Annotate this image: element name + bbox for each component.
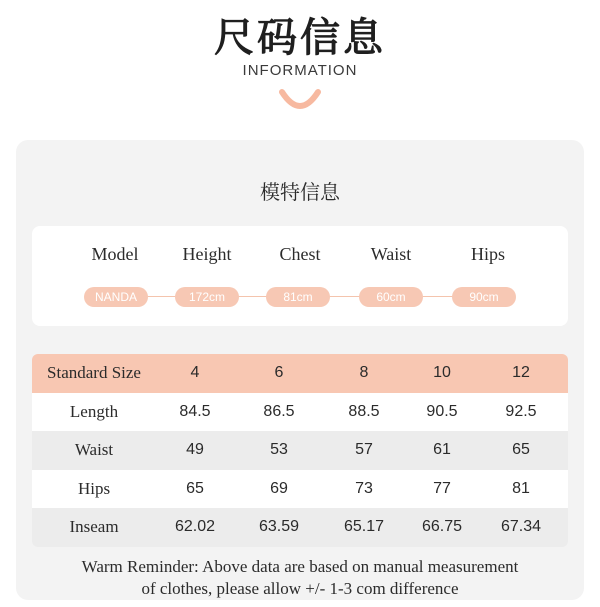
table-cell: 53 [270, 441, 288, 458]
hips-value-pill: 90cm [452, 287, 516, 307]
row-label: Hips [77, 478, 111, 498]
smile-decoration-icon [276, 88, 324, 112]
table-cell: 81 [512, 479, 530, 497]
page-title: 尺码信息 [214, 15, 386, 61]
chest-value-pill: 81cm [266, 287, 330, 307]
model-info-title: 模特信息 [260, 180, 340, 204]
waist-value-pill: 60cm [359, 287, 423, 307]
size-table-header-label: Standard Size [47, 363, 141, 382]
table-row [32, 393, 568, 432]
table-cell: 61 [433, 441, 451, 458]
table-row [32, 508, 568, 547]
table-cell: 57 [355, 441, 373, 458]
note-line-2: of clothes, please allow +/- 1-3 com difference [141, 579, 459, 598]
size-table [32, 354, 568, 547]
table-cell: 69 [270, 479, 288, 497]
table-cell: 88.5 [348, 402, 380, 420]
table-cell: 86.5 [263, 402, 295, 420]
page-subtitle: INFORMATION [242, 62, 358, 79]
table-cell: 66.75 [421, 518, 463, 535]
table-cell: 49 [186, 441, 204, 458]
table-row [32, 431, 568, 470]
note-line-1: Warm Reminder: Above data are based on manual measurement [81, 557, 519, 576]
row-label: Inseam [69, 517, 119, 536]
waist-field-label: Waist [370, 244, 412, 264]
height-value-pill: 172cm [175, 287, 239, 307]
table-cell: 92.5 [505, 402, 537, 420]
size-table-header-row [32, 354, 568, 393]
size-header-cell: 4 [190, 364, 200, 381]
model-info-box [32, 226, 568, 326]
warm-reminder-note [16, 556, 584, 600]
chest-field-label: Chest [279, 244, 321, 264]
table-cell: 62.02 [174, 518, 216, 535]
row-label: Waist [74, 440, 114, 459]
size-header-cell: 12 [512, 364, 530, 381]
size-header-cell: 8 [359, 364, 369, 381]
table-cell: 65 [186, 479, 204, 497]
row-label: Length [69, 401, 119, 421]
table-row [32, 470, 568, 509]
height-field-label: Height [182, 244, 232, 264]
model-field-label: Model [91, 244, 139, 264]
table-cell: 77 [433, 479, 451, 497]
table-cell: 65 [512, 441, 530, 458]
table-cell: 63.59 [258, 518, 300, 535]
size-header-cell: 10 [433, 364, 451, 381]
table-cell: 67.34 [500, 518, 542, 535]
table-cell: 65.17 [343, 518, 385, 535]
table-cell: 73 [355, 479, 373, 497]
size-header-cell: 6 [274, 364, 284, 381]
hips-field-label: Hips [470, 244, 505, 264]
model-name-pill: NANDA [84, 287, 148, 307]
table-cell: 90.5 [426, 402, 458, 420]
header [0, 0, 600, 130]
table-cell: 84.5 [179, 402, 211, 420]
